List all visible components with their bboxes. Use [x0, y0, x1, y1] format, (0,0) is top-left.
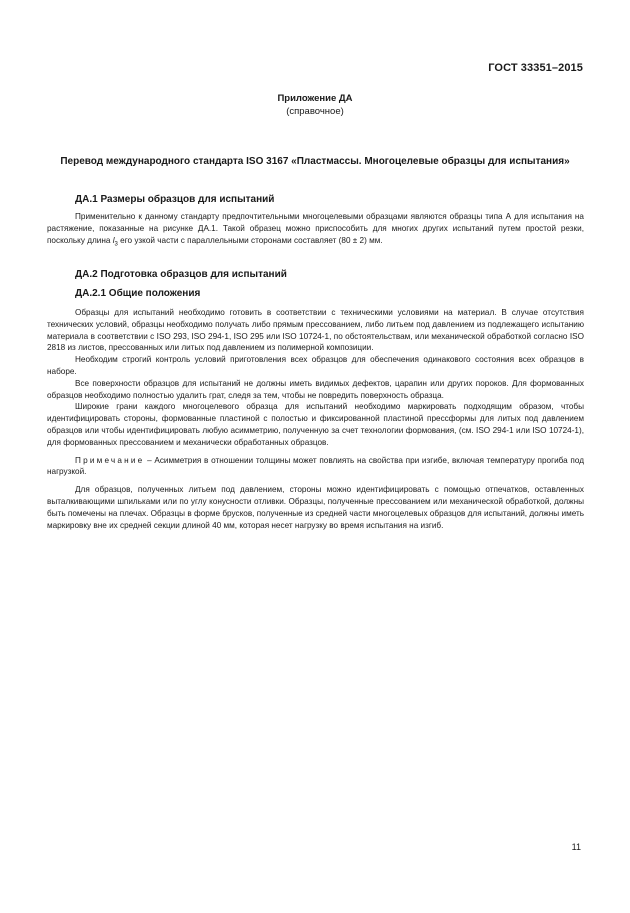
- section-heading-da2: ДА.2 Подготовка образцов для испытаний: [75, 269, 287, 280]
- paragraph-text: Применительно к данному стандарту предпочтительными многоцелевыми образцами являются образцы типа А для испытания на растяжение, показанные на рисунке ДА.1. Такой образец можно приспособить для многих других испытаний путем простой резки, поскольку длина: [47, 212, 584, 245]
- note-label: Примечание: [75, 455, 145, 465]
- paragraph-text: его узкой части с параллельными сторонами составляет (80 ± 2) мм.: [117, 235, 383, 245]
- note-text: – Асимметрия в отношении толщины может повлиять на свойства при изгибе, включая температуру прогиба под нагрузкой.: [47, 455, 584, 477]
- paragraph: Для образцов, полученных литьем под давлением, стороны можно идентифицировать с помощью отпечатков, оставленных выталкивающими шпильками или по углу конусности отливки. Образцы, полученные прессованием или механической обработкой, должны быть помечены на плечах. Образцы в форме брусков, полученные из средней части многоцелевых образцов для испытаний, должны иметь маркировку вне их средней секции длиной 40 мм, которая несет нагрузку во время испытания на изгиб.: [47, 485, 584, 530]
- standard-code: ГОСТ 33351–2015: [488, 62, 583, 74]
- paragraph: Широкие грани каждого многоцелевого образца для испытаний необходимо маркировать подходящим образом, чтобы идентифицировать стороны, формованные пластиной с полостью и фиксированной пластиной прессформы для литых под давлением образцов или чтобы идентифицировать любую асимметрию, полученную за счет технологии формования, (см. ISO 294-1 или ISO 10724-1), для формованных прессованием и механически обработанных образцов.: [47, 402, 584, 447]
- annex-subtitle: (справочное): [286, 106, 344, 117]
- section-da2-text: [47, 307, 584, 531]
- subsection-heading-da21: ДА.2.1 Общие положения: [75, 288, 201, 299]
- length-subscript: 3: [114, 241, 118, 248]
- main-title: Перевод международного стандарта ISO 3167 «Пластмассы. Многоцелевые образцы для испытания»: [60, 156, 570, 167]
- annex-heading: [0, 92, 630, 118]
- section-heading-da1: ДА.1 Размеры образцов для испытаний: [75, 194, 275, 205]
- length-symbol: l: [112, 235, 115, 245]
- note: [47, 455, 584, 479]
- paragraph: [47, 211, 584, 251]
- page-number: 11: [571, 842, 581, 852]
- section-da1-text: [47, 211, 584, 251]
- paragraph: Все поверхности образцов для испытаний не должны иметь видимых дефектов, царапин или других пороков. Для формованных образцов необходимо полностью удалить грат, следя за тем, чтобы не повредить поверхность образца.: [47, 378, 584, 400]
- annex-title: Приложение ДА: [277, 93, 353, 104]
- paragraph: Образцы для испытаний необходимо готовить в соответствии с техническими условиями на материал. В случае отсутствия технических условий, образцы необходимо получать либо прямым прессованием, либо литьем под давлением из подлежащего испытанию материала в соответствии с ISO 293, ISO 294-1, ISO 295 или ISO 10724-1, по обстоятельствам, или механической обработкой согласно ISO 2818 из листов, прессованных или литых под давлением из полимерной композиции.: [47, 308, 584, 353]
- paragraph: Необходим строгий контроль условий приготовления всех образцов для обеспечения одинакового состояния всех образцов в наборе.: [47, 355, 584, 376]
